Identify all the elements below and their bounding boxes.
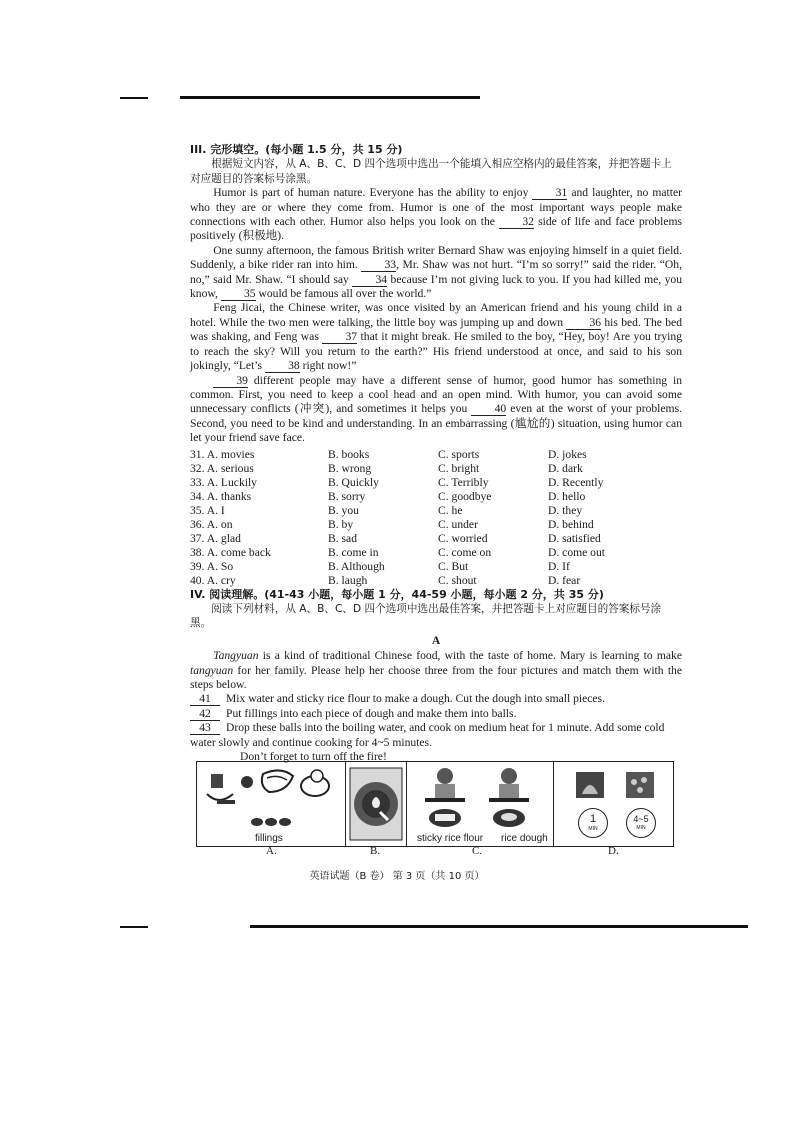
stove-knob-illustration: [346, 762, 406, 846]
picture-a-label: fillings: [255, 833, 283, 844]
blank-36: 36: [566, 317, 601, 330]
section3-instruction: 根据短文内容，从 A、B、C、D 四个选项中选出一个能填入相应空格内的最佳答案，并把答题卡上对应题目的答案标号涂黑。: [190, 158, 672, 185]
blank-41: 41: [190, 693, 220, 706]
step-43: 43 Drop these balls into the boiling water, and cook on medium heat for 1 minute. Add some cold water slowly and continue cooking for 4~5 minutes.: [190, 721, 665, 749]
picture-c-label-dough: rice dough: [501, 833, 548, 844]
picture-c-label-flour: sticky rice flour: [417, 833, 484, 844]
option-row-34: 34. A. thanks B. sorry C. goodbye D. hello: [190, 489, 586, 503]
blank-40: 40: [471, 403, 506, 416]
picture-panel: [196, 761, 674, 847]
picture-letter-d: D.: [608, 845, 619, 857]
boiling-pots-illustration: [554, 766, 674, 806]
cloze-options: [190, 448, 682, 588]
section4-title: IV. 阅读理解。(41-43 小题，每小题 1 分，44-59 小题，每小题 2 分，共 35 分): [190, 587, 604, 601]
timer-1-min: 1 MIN: [578, 808, 608, 838]
option-row-37: 37. A. glad B. sad C. worried D. satisfied: [190, 531, 601, 545]
passage-intro: Tangyuan is a kind of traditional Chinese food, with the taste of home. Mary is learning to make tangyuan for her family. Please help her choose three from the four pictures and match them with the steps below.: [190, 649, 682, 691]
timer-4-5-min: 4~5 MIN: [626, 808, 656, 838]
blank-39: 39: [213, 375, 248, 388]
top-rule-left: [120, 97, 148, 99]
cloze-paragraph-1: Humor is part of human nature. Everyone has the ability to enjoy 31 and laughter, no matter who they are or where they come from. Humor is one of the most important ways people make connections with each other. Humor also helps you look on the 32 side of life and face problems positively (积极地).: [190, 186, 682, 243]
section4-instruction: 阅读下列材料，从 A、B、C、D 四个选项中选出最佳答案，并把答题卡上对应题目的答案标号涂黑。: [190, 602, 662, 630]
bottom-rule-left: [120, 926, 148, 928]
step-42: 42 Put fillings into each piece of dough and make them into balls.: [190, 707, 682, 721]
option-row-31: 31. A. movies B. books C. sports D. jokes: [190, 447, 587, 461]
option-row-35: 35. A. I B. you C. he D. they: [190, 503, 583, 517]
cloze-paragraph-3: Feng Jicai, the Chinese writer, was once visited by an American friend and his young child in a hotel. While the two men were talking, the little boy was jumping up and down 36 his bed. The bed was shaking, and Feng was 37 that it might break. He smiled to the boy, “Hey, boy! Are you trying to reach the sky? Will you return to the earth?” His friend understood at once, and said to his son jokingly, “Let’s 38 right now!”: [190, 301, 682, 373]
step-41: 41 Mix water and sticky rice flour to make a dough. Cut the dough into small pieces.: [190, 692, 682, 706]
step-note: Don’t forget to turn off the fire!: [240, 750, 387, 763]
blank-34: 34: [352, 274, 387, 287]
option-row-40: 40. A. cry B. laugh C. shout D. fear: [190, 573, 581, 587]
blank-32: 32: [499, 216, 534, 229]
passage-label: A: [431, 633, 441, 647]
blank-37: 37: [322, 331, 357, 344]
blank-42: 42: [190, 708, 220, 721]
page-footer: 英语试题（B 卷） 第 3 页（共 10 页）: [309, 871, 485, 882]
blank-43: 43: [190, 722, 220, 735]
fillings-illustration: [197, 762, 345, 832]
cloze-paragraph-2: One sunny afternoon, the famous British writer Bernard Shaw was enjoying himself in a quiet field. Suddenly, a bike rider ran into him. 33, Mr. Shaw was not hurt. “I’m so sorry!” said the rider. “Oh, no,” said Mr. Shaw. “I should say 34 because I’m not giving luck to you. If you had killed me, you know, 35 would be famous all over the world.”: [190, 243, 683, 301]
option-row-32: 32. A. serious B. wrong C. bright D. dark: [190, 461, 583, 475]
picture-d: [554, 762, 673, 846]
picture-a: [197, 762, 346, 846]
blank-33: 33: [361, 259, 396, 272]
blank-35: 35: [221, 288, 256, 301]
option-row-39: 39. A. So B. Although C. But D. If: [190, 559, 570, 573]
dough-making-illustration: [407, 762, 553, 832]
exam-content: [190, 143, 682, 764]
top-rule: [180, 96, 480, 99]
blank-31: 31: [532, 187, 567, 200]
picture-c: [407, 762, 554, 846]
option-row-38: 38. A. come back B. come in C. come on D. come out: [190, 545, 605, 559]
blank-38: 38: [265, 360, 300, 373]
picture-b: [346, 762, 407, 846]
bottom-rule: [250, 925, 748, 928]
section3-title: III. 完形填空。(每小题 1.5 分，共 15 分): [190, 143, 403, 156]
picture-letter-c: C.: [472, 845, 483, 857]
cloze-paragraph-4: 39 different people may have a different sense of humor, good humor has something in common. First, you need to keep a cool head and an open mind. With humor, you can avoid some unnecessary conflicts (冲突), and sometimes it helps you 40 even at the worst of your problems. Second, you need to be kind and understanding. In an embarrassing (尴尬的) situation, using humor can let your friend save face.: [190, 373, 682, 445]
option-row-36: 36. A. on B. by C. under D. behind: [190, 517, 594, 531]
picture-letter-a: A.: [266, 845, 277, 857]
picture-letter-b: B.: [370, 845, 381, 857]
option-row-33: 33. A. Luckily B. Quickly C. Terribly D. Recently: [190, 475, 604, 489]
